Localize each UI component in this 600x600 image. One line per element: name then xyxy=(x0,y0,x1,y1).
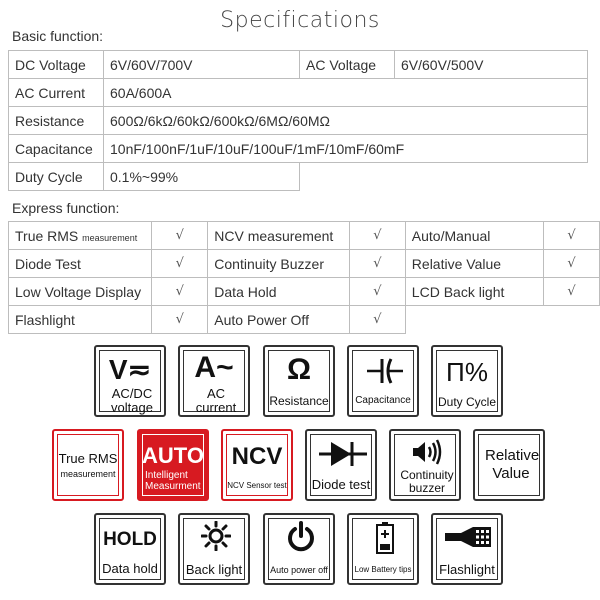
auto-title: AUTO xyxy=(142,443,204,468)
table-row xyxy=(9,79,588,107)
check-mark: √ xyxy=(349,250,405,278)
relative-value-icon xyxy=(473,429,545,501)
table-row xyxy=(9,107,588,135)
spec-name: AC Voltage xyxy=(300,51,395,79)
power-label: Auto power off xyxy=(270,565,328,575)
battery-symbol-icon xyxy=(375,521,395,555)
resistance-icon xyxy=(263,345,335,417)
feature-name: Auto/Manual xyxy=(405,222,543,250)
duty-cycle-label: Duty Cycle xyxy=(437,395,496,409)
hold-title: HOLD xyxy=(103,529,157,550)
feature-name xyxy=(9,222,152,250)
table-row xyxy=(9,135,588,163)
hold-label: Data hold xyxy=(102,561,158,576)
basic-function-label: Basic function: xyxy=(12,28,104,44)
power-symbol-icon xyxy=(286,521,316,553)
check-mark: √ xyxy=(544,278,600,306)
current-label: AC current xyxy=(195,386,237,415)
spec-value: 10nF/100nF/1uF/10uF/100uF/1mF/10mF/60mF xyxy=(104,135,588,163)
spec-name: Capacitance xyxy=(9,135,104,163)
check-mark: √ xyxy=(152,278,208,306)
duty-cycle-icon xyxy=(431,345,503,417)
spec-value: 60A/600A xyxy=(104,79,588,107)
feature-name: Auto Power Off xyxy=(208,306,350,334)
table-row xyxy=(9,306,600,334)
hold-icon xyxy=(94,513,166,585)
true-rms-icon xyxy=(52,429,124,501)
voltage-label: AC/DC voltage xyxy=(111,386,153,415)
capacitance-label: Capacitance xyxy=(355,395,411,406)
relative-value-title: Relative Value xyxy=(485,447,540,482)
feature-name: Relative Value xyxy=(405,250,543,278)
auto-label: Intelligent Measurment xyxy=(145,470,201,492)
ncv-label: NCV Sensor test xyxy=(227,481,287,490)
check-mark: √ xyxy=(152,306,208,334)
check-mark: √ xyxy=(349,222,405,250)
empty-cell xyxy=(405,306,599,334)
spec-value: 0.1%~99% xyxy=(104,163,300,191)
feature-name: Flashlight xyxy=(9,306,152,334)
ncv-title: NCV xyxy=(231,443,283,470)
ncv-icon xyxy=(221,429,293,501)
spec-value: 600Ω/6kΩ/60kΩ/600kΩ/6MΩ/60MΩ xyxy=(104,107,588,135)
feature-name: Diode Test xyxy=(9,250,152,278)
diode-label: Diode test xyxy=(311,477,371,492)
flashlight-icon xyxy=(431,513,503,585)
check-mark: √ xyxy=(349,306,405,334)
basic-function-table xyxy=(8,50,588,191)
voltage-symbol: V≂ xyxy=(108,354,152,385)
feature-label: True RMS xyxy=(15,227,79,244)
capacitor-icon xyxy=(347,345,419,417)
table-row xyxy=(9,250,600,278)
buzzer-icon xyxy=(389,429,461,501)
spec-name: AC Current xyxy=(9,79,104,107)
table-row xyxy=(9,163,588,191)
capacitor-symbol-icon xyxy=(365,355,405,387)
power-icon xyxy=(263,513,335,585)
backlight-label: Back light xyxy=(185,562,243,577)
current-icon xyxy=(178,345,250,417)
feature-name: Continuity Buzzer xyxy=(208,250,350,278)
check-mark: √ xyxy=(544,250,600,278)
buzzer-label: Continuity buzzer xyxy=(400,468,454,495)
feature-name: NCV measurement xyxy=(208,222,350,250)
resistance-label: Resistance xyxy=(269,394,329,408)
spec-value: 6V/60V/500V xyxy=(395,51,588,79)
diode-icon xyxy=(305,429,377,501)
duty-cycle-symbol: Π% xyxy=(446,357,488,387)
battery-label: Low Battery tips xyxy=(354,565,412,574)
check-mark: √ xyxy=(349,278,405,306)
check-mark: √ xyxy=(544,222,600,250)
check-mark: √ xyxy=(152,222,208,250)
sun-icon xyxy=(201,521,231,551)
page-title: Specifications xyxy=(220,8,380,33)
battery-icon xyxy=(347,513,419,585)
feature-suffix: measurement xyxy=(82,232,138,243)
spec-name: Resistance xyxy=(9,107,104,135)
table-row xyxy=(9,51,588,79)
feature-name: Low Voltage Display xyxy=(9,278,152,306)
feature-name: Data Hold xyxy=(208,278,350,306)
flashlight-label: Flashlight xyxy=(439,562,495,577)
express-function-label: Express function: xyxy=(12,200,120,216)
empty-cell xyxy=(300,163,588,191)
current-symbol: A~ xyxy=(194,351,234,384)
spec-name: Duty Cycle xyxy=(9,163,104,191)
backlight-icon xyxy=(178,513,250,585)
check-mark: √ xyxy=(152,250,208,278)
voltage-icon xyxy=(94,345,166,417)
torch-icon xyxy=(445,525,493,549)
feature-name: LCD Back light xyxy=(405,278,543,306)
sound-wave-icon xyxy=(411,438,443,466)
diode-symbol-icon xyxy=(319,439,367,469)
true-rms-label: measurement xyxy=(60,469,116,479)
spec-name: DC Voltage xyxy=(9,51,104,79)
express-function-table xyxy=(8,221,600,334)
ohm-symbol: Ω xyxy=(286,353,312,386)
table-row xyxy=(9,278,600,306)
table-row xyxy=(9,222,600,250)
true-rms-title: True RMS xyxy=(58,451,118,466)
spec-value: 6V/60V/700V xyxy=(104,51,300,79)
auto-icon xyxy=(137,429,209,501)
